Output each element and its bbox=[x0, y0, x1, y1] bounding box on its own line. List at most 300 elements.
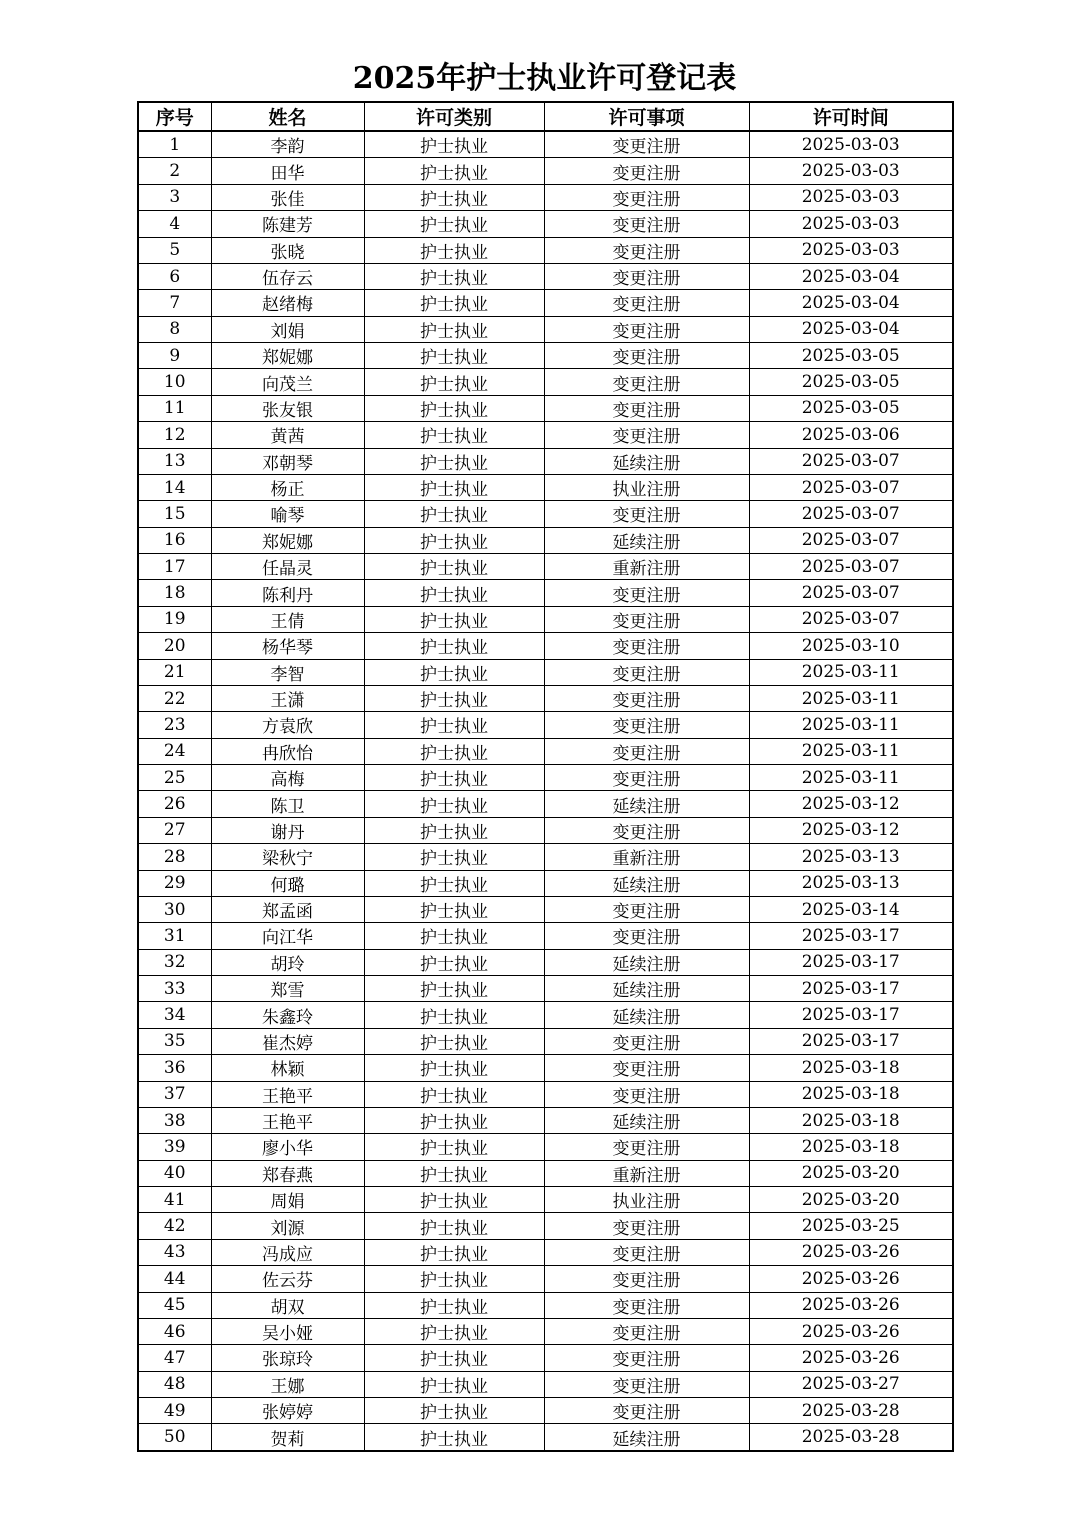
name-cell: 贺莉 bbox=[211, 1424, 364, 1451]
license-item-cell: 变更注册 bbox=[544, 1055, 749, 1081]
name-cell: 何璐 bbox=[211, 870, 364, 896]
serial-number-cell: 2 bbox=[138, 158, 211, 184]
serial-number-cell: 33 bbox=[138, 976, 211, 1002]
serial-number-cell: 38 bbox=[138, 1107, 211, 1133]
name-cell: 冯成应 bbox=[211, 1239, 364, 1265]
table-row bbox=[138, 131, 953, 158]
license-date-cell: 2025-03-07 bbox=[749, 448, 953, 474]
serial-number-cell: 11 bbox=[138, 395, 211, 421]
license-item-cell: 变更注册 bbox=[544, 1292, 749, 1318]
serial-number-cell: 23 bbox=[138, 712, 211, 738]
name-cell: 崔杰婷 bbox=[211, 1028, 364, 1054]
name-cell: 张婷婷 bbox=[211, 1398, 364, 1424]
license-date-cell: 2025-03-03 bbox=[749, 184, 953, 210]
license-date-cell: 2025-03-17 bbox=[749, 1002, 953, 1028]
serial-number-cell: 4 bbox=[138, 211, 211, 237]
license-item-cell: 变更注册 bbox=[544, 1371, 749, 1397]
table-row bbox=[138, 184, 953, 210]
table-row bbox=[138, 870, 953, 896]
name-cell: 佐云芬 bbox=[211, 1266, 364, 1292]
name-cell: 郑妮娜 bbox=[211, 527, 364, 553]
license-date-cell: 2025-03-12 bbox=[749, 791, 953, 817]
name-cell: 李韵 bbox=[211, 131, 364, 158]
table-row bbox=[138, 738, 953, 764]
serial-number-cell: 28 bbox=[138, 844, 211, 870]
table-row bbox=[138, 712, 953, 738]
license-date-cell: 2025-03-17 bbox=[749, 949, 953, 975]
name-cell: 杨正 bbox=[211, 474, 364, 500]
serial-number-cell: 26 bbox=[138, 791, 211, 817]
serial-number-cell: 31 bbox=[138, 923, 211, 949]
license-category-cell: 护士执业 bbox=[364, 1055, 544, 1081]
serial-number-cell: 46 bbox=[138, 1318, 211, 1344]
license-date-cell: 2025-03-18 bbox=[749, 1107, 953, 1133]
license-item-cell: 变更注册 bbox=[544, 237, 749, 263]
table-row bbox=[138, 791, 953, 817]
serial-number-cell: 25 bbox=[138, 765, 211, 791]
serial-number-cell: 5 bbox=[138, 237, 211, 263]
license-item-cell: 变更注册 bbox=[544, 738, 749, 764]
table-row bbox=[138, 844, 953, 870]
serial-number-cell: 18 bbox=[138, 580, 211, 606]
name-cell: 朱鑫玲 bbox=[211, 1002, 364, 1028]
serial-number-cell: 48 bbox=[138, 1371, 211, 1397]
name-cell: 陈建芳 bbox=[211, 211, 364, 237]
license-category-cell: 护士执业 bbox=[364, 817, 544, 843]
license-item-cell: 变更注册 bbox=[544, 1398, 749, 1424]
table-row bbox=[138, 1187, 953, 1213]
license-date-cell: 2025-03-04 bbox=[749, 290, 953, 316]
serial-number-cell: 27 bbox=[138, 817, 211, 843]
license-item-cell: 变更注册 bbox=[544, 1028, 749, 1054]
serial-number-cell: 30 bbox=[138, 896, 211, 922]
name-cell: 王艳平 bbox=[211, 1107, 364, 1133]
name-cell: 张友银 bbox=[211, 395, 364, 421]
serial-number-cell: 35 bbox=[138, 1028, 211, 1054]
serial-number-cell: 36 bbox=[138, 1055, 211, 1081]
license-item-cell: 变更注册 bbox=[544, 158, 749, 184]
name-cell: 郑春燕 bbox=[211, 1160, 364, 1186]
table-row bbox=[138, 949, 953, 975]
table-row bbox=[138, 1002, 953, 1028]
name-cell: 张佳 bbox=[211, 184, 364, 210]
license-date-cell: 2025-03-11 bbox=[749, 685, 953, 711]
license-item-cell: 变更注册 bbox=[544, 501, 749, 527]
serial-number-cell: 19 bbox=[138, 606, 211, 632]
license-category-cell: 护士执业 bbox=[364, 395, 544, 421]
license-item-cell: 变更注册 bbox=[544, 1239, 749, 1265]
license-date-cell: 2025-03-07 bbox=[749, 527, 953, 553]
serial-number-cell: 39 bbox=[138, 1134, 211, 1160]
table-row bbox=[138, 1213, 953, 1239]
license-category-cell: 护士执业 bbox=[364, 738, 544, 764]
table-row bbox=[138, 554, 953, 580]
serial-number-cell: 6 bbox=[138, 263, 211, 289]
license-category-cell: 护士执业 bbox=[364, 1371, 544, 1397]
license-category-cell: 护士执业 bbox=[364, 1424, 544, 1451]
license-date-cell: 2025-03-26 bbox=[749, 1266, 953, 1292]
name-cell: 李智 bbox=[211, 659, 364, 685]
serial-number-cell: 47 bbox=[138, 1345, 211, 1371]
serial-number-cell: 50 bbox=[138, 1424, 211, 1451]
table-row bbox=[138, 501, 953, 527]
name-cell: 邓朝琴 bbox=[211, 448, 364, 474]
serial-number-cell: 42 bbox=[138, 1213, 211, 1239]
license-category-cell: 护士执业 bbox=[364, 791, 544, 817]
license-category-cell: 护士执业 bbox=[364, 1266, 544, 1292]
license-item-cell: 延续注册 bbox=[544, 527, 749, 553]
license-date-cell: 2025-03-25 bbox=[749, 1213, 953, 1239]
license-item-cell: 重新注册 bbox=[544, 1160, 749, 1186]
name-cell: 喻琴 bbox=[211, 501, 364, 527]
name-cell: 杨华琴 bbox=[211, 633, 364, 659]
license-item-cell: 变更注册 bbox=[544, 422, 749, 448]
license-item-cell: 变更注册 bbox=[544, 1134, 749, 1160]
name-cell: 梁秋宁 bbox=[211, 844, 364, 870]
license-category-cell: 护士执业 bbox=[364, 923, 544, 949]
license-category-cell: 护士执业 bbox=[364, 184, 544, 210]
license-date-cell: 2025-03-11 bbox=[749, 765, 953, 791]
license-date-cell: 2025-03-03 bbox=[749, 131, 953, 158]
serial-number-cell: 14 bbox=[138, 474, 211, 500]
table-row bbox=[138, 422, 953, 448]
license-category-cell: 护士执业 bbox=[364, 527, 544, 553]
license-category-cell: 护士执业 bbox=[364, 501, 544, 527]
license-item-cell: 变更注册 bbox=[544, 263, 749, 289]
header-license-item: 许可事项 bbox=[544, 102, 749, 131]
license-date-cell: 2025-03-11 bbox=[749, 738, 953, 764]
license-date-cell: 2025-03-03 bbox=[749, 237, 953, 263]
name-cell: 向江华 bbox=[211, 923, 364, 949]
name-cell: 黄茜 bbox=[211, 422, 364, 448]
name-cell: 伍存云 bbox=[211, 263, 364, 289]
name-cell: 刘源 bbox=[211, 1213, 364, 1239]
license-date-cell: 2025-03-26 bbox=[749, 1345, 953, 1371]
table-row bbox=[138, 1160, 953, 1186]
license-category-cell: 护士执业 bbox=[364, 606, 544, 632]
serial-number-cell: 20 bbox=[138, 633, 211, 659]
header-license-category: 许可类别 bbox=[364, 102, 544, 131]
license-item-cell: 变更注册 bbox=[544, 765, 749, 791]
name-cell: 方袁欣 bbox=[211, 712, 364, 738]
license-category-cell: 护士执业 bbox=[364, 1028, 544, 1054]
license-category-cell: 护士执业 bbox=[364, 949, 544, 975]
name-cell: 刘娟 bbox=[211, 316, 364, 342]
serial-number-cell: 49 bbox=[138, 1398, 211, 1424]
serial-number-cell: 41 bbox=[138, 1187, 211, 1213]
license-item-cell: 变更注册 bbox=[544, 712, 749, 738]
license-date-cell: 2025-03-11 bbox=[749, 712, 953, 738]
serial-number-cell: 21 bbox=[138, 659, 211, 685]
license-date-cell: 2025-03-03 bbox=[749, 158, 953, 184]
license-category-cell: 护士执业 bbox=[364, 369, 544, 395]
license-category-cell: 护士执业 bbox=[364, 448, 544, 474]
license-date-cell: 2025-03-07 bbox=[749, 474, 953, 500]
license-item-cell: 变更注册 bbox=[544, 131, 749, 158]
table-row bbox=[138, 316, 953, 342]
table-row bbox=[138, 211, 953, 237]
license-item-cell: 变更注册 bbox=[544, 633, 749, 659]
name-cell: 谢丹 bbox=[211, 817, 364, 843]
license-category-cell: 护士执业 bbox=[364, 1187, 544, 1213]
license-date-cell: 2025-03-28 bbox=[749, 1398, 953, 1424]
license-item-cell: 变更注册 bbox=[544, 395, 749, 421]
license-category-cell: 护士执业 bbox=[364, 237, 544, 263]
name-cell: 田华 bbox=[211, 158, 364, 184]
serial-number-cell: 9 bbox=[138, 343, 211, 369]
license-category-cell: 护士执业 bbox=[364, 580, 544, 606]
license-item-cell: 变更注册 bbox=[544, 1266, 749, 1292]
table-row bbox=[138, 343, 953, 369]
license-category-cell: 护士执业 bbox=[364, 896, 544, 922]
table-row bbox=[138, 580, 953, 606]
name-cell: 王娜 bbox=[211, 1371, 364, 1397]
table-row bbox=[138, 448, 953, 474]
license-date-cell: 2025-03-06 bbox=[749, 422, 953, 448]
license-category-cell: 护士执业 bbox=[364, 712, 544, 738]
license-item-cell: 变更注册 bbox=[544, 817, 749, 843]
license-item-cell: 延续注册 bbox=[544, 976, 749, 1002]
name-cell: 张琼玲 bbox=[211, 1345, 364, 1371]
license-item-cell: 变更注册 bbox=[544, 343, 749, 369]
license-date-cell: 2025-03-17 bbox=[749, 1028, 953, 1054]
name-cell: 林颖 bbox=[211, 1055, 364, 1081]
table-row bbox=[138, 817, 953, 843]
table-row bbox=[138, 369, 953, 395]
serial-number-cell: 1 bbox=[138, 131, 211, 158]
serial-number-cell: 34 bbox=[138, 1002, 211, 1028]
table-row bbox=[138, 474, 953, 500]
license-item-cell: 重新注册 bbox=[544, 554, 749, 580]
serial-number-cell: 32 bbox=[138, 949, 211, 975]
serial-number-cell: 29 bbox=[138, 870, 211, 896]
name-cell: 王倩 bbox=[211, 606, 364, 632]
table-row bbox=[138, 1055, 953, 1081]
license-date-cell: 2025-03-10 bbox=[749, 633, 953, 659]
table-row bbox=[138, 1345, 953, 1371]
license-date-cell: 2025-03-13 bbox=[749, 844, 953, 870]
table-row bbox=[138, 1081, 953, 1107]
license-category-cell: 护士执业 bbox=[364, 633, 544, 659]
table-row bbox=[138, 527, 953, 553]
license-item-cell: 变更注册 bbox=[544, 1081, 749, 1107]
table-row bbox=[138, 1398, 953, 1424]
table-row bbox=[138, 263, 953, 289]
license-date-cell: 2025-03-20 bbox=[749, 1187, 953, 1213]
license-date-cell: 2025-03-05 bbox=[749, 343, 953, 369]
license-item-cell: 变更注册 bbox=[544, 659, 749, 685]
name-cell: 张晓 bbox=[211, 237, 364, 263]
table-row bbox=[138, 1239, 953, 1265]
license-category-cell: 护士执业 bbox=[364, 422, 544, 448]
serial-number-cell: 16 bbox=[138, 527, 211, 553]
license-date-cell: 2025-03-11 bbox=[749, 659, 953, 685]
license-item-cell: 变更注册 bbox=[544, 184, 749, 210]
name-cell: 周娟 bbox=[211, 1187, 364, 1213]
license-item-cell: 变更注册 bbox=[544, 896, 749, 922]
registration-table bbox=[137, 101, 954, 1452]
table-row bbox=[138, 659, 953, 685]
license-category-cell: 护士执业 bbox=[364, 765, 544, 791]
license-date-cell: 2025-03-04 bbox=[749, 263, 953, 289]
license-date-cell: 2025-03-26 bbox=[749, 1239, 953, 1265]
license-date-cell: 2025-03-18 bbox=[749, 1055, 953, 1081]
header-license-date: 许可时间 bbox=[749, 102, 953, 131]
name-cell: 王潇 bbox=[211, 685, 364, 711]
license-item-cell: 延续注册 bbox=[544, 791, 749, 817]
license-date-cell: 2025-03-07 bbox=[749, 606, 953, 632]
serial-number-cell: 24 bbox=[138, 738, 211, 764]
license-item-cell: 变更注册 bbox=[544, 290, 749, 316]
license-category-cell: 护士执业 bbox=[364, 1107, 544, 1133]
license-date-cell: 2025-03-05 bbox=[749, 369, 953, 395]
license-category-cell: 护士执业 bbox=[364, 343, 544, 369]
license-date-cell: 2025-03-07 bbox=[749, 554, 953, 580]
header-name: 姓名 bbox=[211, 102, 364, 131]
table-row bbox=[138, 1318, 953, 1344]
license-category-cell: 护士执业 bbox=[364, 290, 544, 316]
license-item-cell: 延续注册 bbox=[544, 949, 749, 975]
header-serial-number: 序号 bbox=[138, 102, 211, 131]
name-cell: 胡双 bbox=[211, 1292, 364, 1318]
serial-number-cell: 13 bbox=[138, 448, 211, 474]
license-item-cell: 变更注册 bbox=[544, 685, 749, 711]
license-date-cell: 2025-03-07 bbox=[749, 501, 953, 527]
serial-number-cell: 22 bbox=[138, 685, 211, 711]
table-row bbox=[138, 237, 953, 263]
license-date-cell: 2025-03-13 bbox=[749, 870, 953, 896]
license-category-cell: 护士执业 bbox=[364, 1239, 544, 1265]
table-row bbox=[138, 606, 953, 632]
name-cell: 冉欣怡 bbox=[211, 738, 364, 764]
license-item-cell: 延续注册 bbox=[544, 1002, 749, 1028]
license-category-cell: 护士执业 bbox=[364, 263, 544, 289]
license-item-cell: 变更注册 bbox=[544, 369, 749, 395]
license-item-cell: 变更注册 bbox=[544, 606, 749, 632]
header-row bbox=[138, 102, 953, 131]
license-item-cell: 延续注册 bbox=[544, 1424, 749, 1451]
serial-number-cell: 45 bbox=[138, 1292, 211, 1318]
name-cell: 高梅 bbox=[211, 765, 364, 791]
license-item-cell: 延续注册 bbox=[544, 1107, 749, 1133]
table-row bbox=[138, 976, 953, 1002]
name-cell: 胡玲 bbox=[211, 949, 364, 975]
table-row bbox=[138, 1134, 953, 1160]
license-category-cell: 护士执业 bbox=[364, 976, 544, 1002]
license-category-cell: 护士执业 bbox=[364, 1318, 544, 1344]
license-date-cell: 2025-03-17 bbox=[749, 923, 953, 949]
license-category-cell: 护士执业 bbox=[364, 1160, 544, 1186]
license-category-cell: 护士执业 bbox=[364, 1345, 544, 1371]
license-date-cell: 2025-03-14 bbox=[749, 896, 953, 922]
table-row bbox=[138, 1107, 953, 1133]
serial-number-cell: 43 bbox=[138, 1239, 211, 1265]
serial-number-cell: 15 bbox=[138, 501, 211, 527]
license-item-cell: 重新注册 bbox=[544, 844, 749, 870]
serial-number-cell: 8 bbox=[138, 316, 211, 342]
license-category-cell: 护士执业 bbox=[364, 554, 544, 580]
license-item-cell: 执业注册 bbox=[544, 1187, 749, 1213]
license-date-cell: 2025-03-03 bbox=[749, 211, 953, 237]
table-row bbox=[138, 1371, 953, 1397]
license-category-cell: 护士执业 bbox=[364, 474, 544, 500]
license-category-cell: 护士执业 bbox=[364, 1213, 544, 1239]
license-category-cell: 护士执业 bbox=[364, 1081, 544, 1107]
license-date-cell: 2025-03-07 bbox=[749, 580, 953, 606]
table-row bbox=[138, 633, 953, 659]
license-item-cell: 执业注册 bbox=[544, 474, 749, 500]
serial-number-cell: 44 bbox=[138, 1266, 211, 1292]
license-category-cell: 护士执业 bbox=[364, 1398, 544, 1424]
name-cell: 郑妮娜 bbox=[211, 343, 364, 369]
table-row bbox=[138, 290, 953, 316]
license-item-cell: 变更注册 bbox=[544, 580, 749, 606]
license-item-cell: 变更注册 bbox=[544, 1345, 749, 1371]
license-date-cell: 2025-03-17 bbox=[749, 976, 953, 1002]
page-title: 2025年护士执业许可登记表 bbox=[352, 61, 737, 96]
name-cell: 郑孟函 bbox=[211, 896, 364, 922]
license-item-cell: 变更注册 bbox=[544, 923, 749, 949]
license-category-cell: 护士执业 bbox=[364, 316, 544, 342]
license-item-cell: 变更注册 bbox=[544, 1318, 749, 1344]
name-cell: 王艳平 bbox=[211, 1081, 364, 1107]
table-row bbox=[138, 395, 953, 421]
serial-number-cell: 10 bbox=[138, 369, 211, 395]
license-category-cell: 护士执业 bbox=[364, 1134, 544, 1160]
license-item-cell: 延续注册 bbox=[544, 448, 749, 474]
serial-number-cell: 37 bbox=[138, 1081, 211, 1107]
license-category-cell: 护士执业 bbox=[364, 685, 544, 711]
name-cell: 赵绪梅 bbox=[211, 290, 364, 316]
table-row bbox=[138, 1424, 953, 1451]
license-item-cell: 变更注册 bbox=[544, 211, 749, 237]
table-row bbox=[138, 765, 953, 791]
license-date-cell: 2025-03-12 bbox=[749, 817, 953, 843]
license-category-cell: 护士执业 bbox=[364, 1292, 544, 1318]
table-row bbox=[138, 923, 953, 949]
license-category-cell: 护士执业 bbox=[364, 659, 544, 685]
table-row bbox=[138, 1292, 953, 1318]
license-date-cell: 2025-03-26 bbox=[749, 1292, 953, 1318]
license-date-cell: 2025-03-28 bbox=[749, 1424, 953, 1451]
table-row bbox=[138, 896, 953, 922]
license-item-cell: 变更注册 bbox=[544, 1213, 749, 1239]
name-cell: 吴小娅 bbox=[211, 1318, 364, 1344]
name-cell: 廖小华 bbox=[211, 1134, 364, 1160]
license-date-cell: 2025-03-04 bbox=[749, 316, 953, 342]
serial-number-cell: 7 bbox=[138, 290, 211, 316]
table-row bbox=[138, 1266, 953, 1292]
license-date-cell: 2025-03-18 bbox=[749, 1081, 953, 1107]
license-date-cell: 2025-03-27 bbox=[749, 1371, 953, 1397]
name-cell: 陈利丹 bbox=[211, 580, 364, 606]
table-row bbox=[138, 1028, 953, 1054]
serial-number-cell: 17 bbox=[138, 554, 211, 580]
table-row bbox=[138, 158, 953, 184]
license-date-cell: 2025-03-26 bbox=[749, 1318, 953, 1344]
name-cell: 郑雪 bbox=[211, 976, 364, 1002]
license-category-cell: 护士执业 bbox=[364, 870, 544, 896]
license-category-cell: 护士执业 bbox=[364, 844, 544, 870]
serial-number-cell: 3 bbox=[138, 184, 211, 210]
license-date-cell: 2025-03-18 bbox=[749, 1134, 953, 1160]
name-cell: 向茂兰 bbox=[211, 369, 364, 395]
license-category-cell: 护士执业 bbox=[364, 1002, 544, 1028]
table-row bbox=[138, 685, 953, 711]
name-cell: 陈卫 bbox=[211, 791, 364, 817]
table-body bbox=[138, 131, 953, 1451]
name-cell: 任晶灵 bbox=[211, 554, 364, 580]
